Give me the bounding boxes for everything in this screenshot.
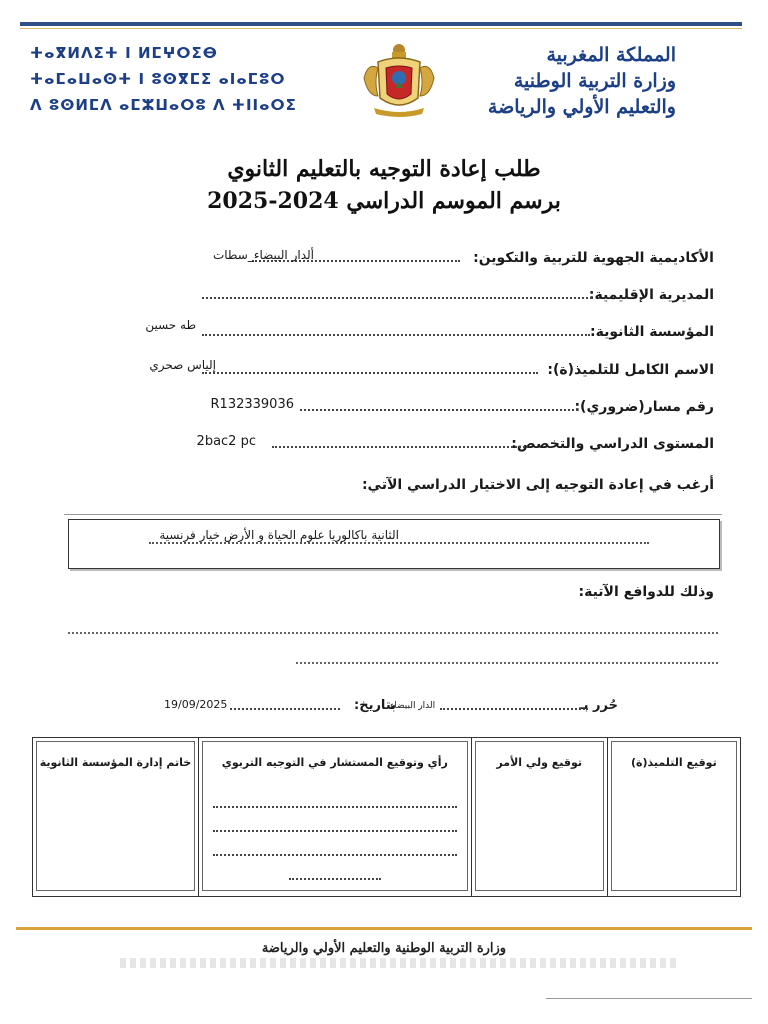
field-massar-number[interactable]: [94, 399, 714, 423]
form-subtitle-season: برسم الموسم الدراسي 2024-2025: [207, 188, 561, 214]
cell-counselor-label: رأي وتوقيع المستشار في التوجيه التربوي: [221, 756, 448, 769]
ministry-name-line-1: وزارة التربية الوطنية: [513, 70, 676, 92]
kingdom-name: المملكة المغربية: [546, 44, 676, 66]
cell-student-signature[interactable]: [607, 738, 740, 897]
cell-school-stamp-label: خاتم إدارة المؤسسة الثانوية: [39, 756, 192, 769]
header-top-rule: [20, 22, 742, 26]
motives-label: وذلك للدوافع الآتية:: [578, 584, 714, 600]
field-massar-dots: [300, 407, 578, 411]
cell-student-label: توقيع التلميذ(ة): [631, 756, 717, 769]
signature-table: [32, 737, 741, 897]
field-directorate-dots: [202, 295, 592, 299]
made-in-dots: [440, 708, 588, 710]
choice-box-top-rule: [64, 514, 722, 515]
field-school-value: طه حسين: [145, 318, 196, 332]
field-academy[interactable]: [94, 250, 714, 274]
cell-guardian-signature[interactable]: [471, 738, 607, 897]
choice-prompt: أرغب في إعادة التوجيه إلى الاختيار الدراسي الآتي:: [361, 477, 714, 493]
form-title: طلب إعادة التوجيه بالتعليم الثانوي: [227, 156, 541, 182]
choice-box[interactable]: [68, 519, 720, 569]
date-label: بتاريخ:: [354, 698, 397, 713]
field-student-name-label: الاسم الكامل للتلميذ(ة):: [547, 362, 714, 378]
field-academy-label: الأكاديمية الجهوية للتربية والتكوين:: [473, 250, 714, 266]
field-school[interactable]: [94, 318, 714, 348]
counselor-dots-3: [213, 852, 457, 856]
field-student-name[interactable]: [94, 358, 714, 386]
footer-corner-rule: [546, 998, 752, 999]
footer-ministry-name: وزارة التربية الوطنية والتعليم الأولي والرياضة: [261, 941, 507, 956]
field-level-value: 2bac2 pc: [196, 434, 256, 449]
choice-value: الثانية باكالوريا علوم الحياة و الأرض خيار فرنسية: [159, 528, 399, 542]
field-school-dots: [202, 332, 590, 336]
cell-counselor-signature[interactable]: [198, 738, 471, 897]
motive-line-2[interactable]: [296, 660, 718, 664]
date-value: 19/09/2025: [164, 698, 228, 711]
field-academy-value: ألدار البيضاء_سطات: [212, 248, 314, 262]
field-directorate[interactable]: [94, 287, 714, 311]
field-level-dots: [272, 444, 528, 448]
motive-line-1[interactable]: [68, 630, 718, 634]
field-school-label: المؤسسة الثانوية:: [589, 324, 714, 340]
tifinagh-line-1: ⵜⴰⴳⵍⴷⵉⵜ ⵏ ⵍⵎⵖⵔⵉⴱ: [30, 44, 218, 62]
made-in-value: الدار البيضاء: [390, 701, 436, 711]
footer-faint-watermark: [120, 958, 680, 968]
field-massar-value: R132339036: [210, 397, 294, 412]
header-gold-rule: [20, 28, 742, 29]
ministry-name-line-2: والتعليم الأولي والرياضة: [487, 96, 676, 118]
field-level-label: المستوى الدراسي والتخصص:: [511, 436, 714, 452]
field-directorate-label: المديرية الإقليمية:: [588, 287, 714, 303]
date-dots: [230, 708, 340, 710]
counselor-dots-4: [289, 876, 381, 880]
field-level-specialty[interactable]: [94, 436, 714, 460]
tifinagh-line-2: ⵜⴰⵎⴰⵡⴰⵙⵜ ⵏ ⵓⵙⴳⵎⵉ ⴰⵏⴰⵎⵓⵔ: [30, 70, 286, 88]
cell-school-stamp[interactable]: [33, 738, 199, 897]
counselor-dots-2: [213, 828, 457, 832]
field-student-name-dots: [202, 370, 538, 374]
cell-guardian-label: توقيع ولي الأمر: [496, 756, 583, 769]
footer-gold-rule: [16, 927, 752, 930]
counselor-dots-1: [213, 804, 457, 808]
field-student-name-value: إلياس صحري: [149, 358, 216, 372]
tifinagh-line-3: ⴷ ⵓⵙⵍⵎⴷ ⴰⵎⵣⵡⴰⵔⵓ ⴷ ⵜⵏⵏⴰⵔⵉ: [30, 96, 297, 114]
made-in-label: حُرر بـ: [579, 698, 618, 713]
field-massar-label: رقم مسار(ضروري):: [574, 399, 714, 415]
choice-dots: [149, 542, 649, 544]
